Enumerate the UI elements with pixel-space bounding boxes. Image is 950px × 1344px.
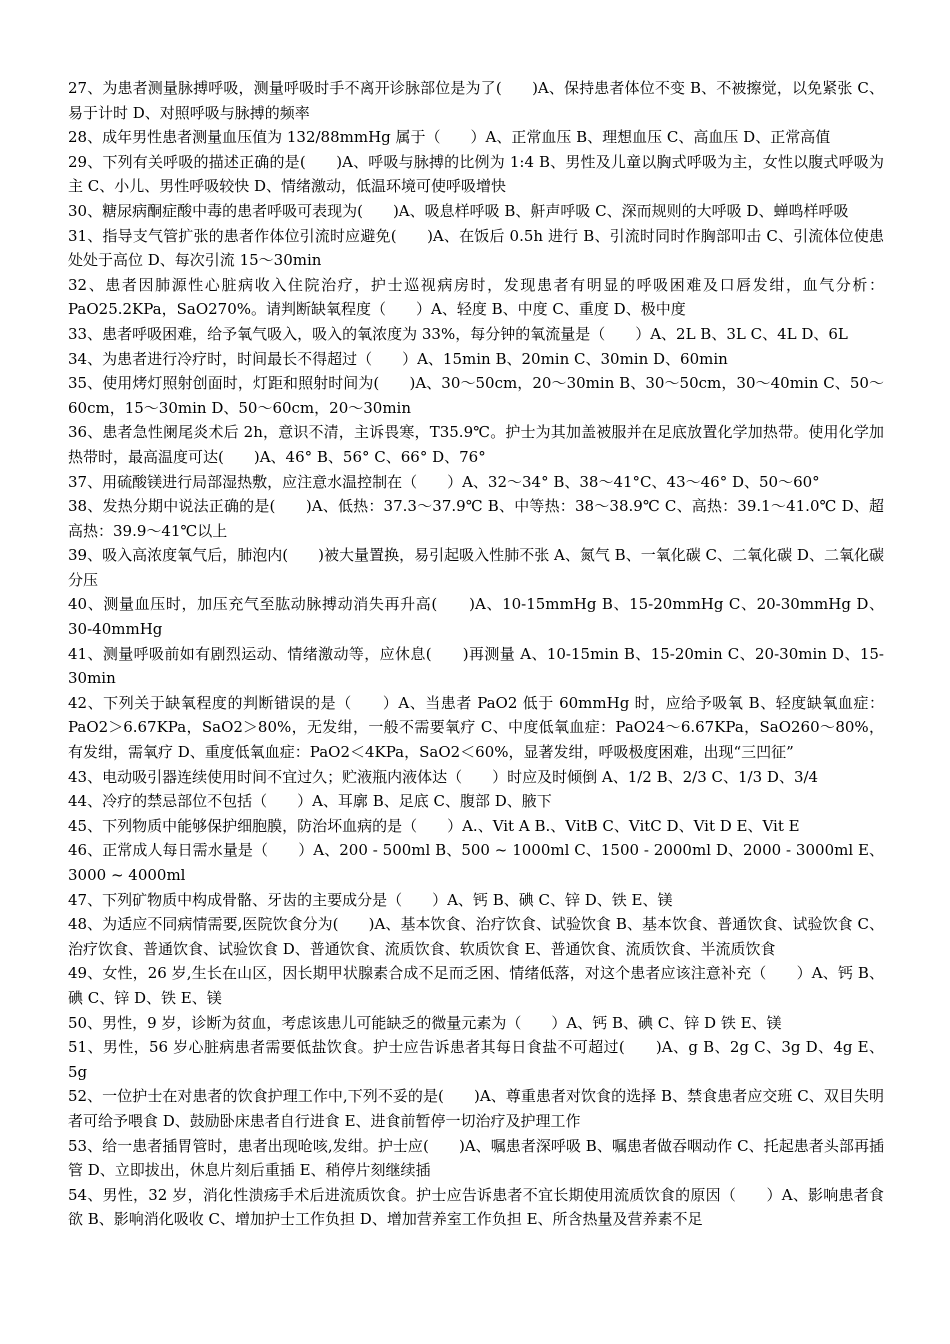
question-46: 46、正常成人每日需水量是（ ）A、200 - 500ml B、500 ~ 1000ml C、1500 - 2000ml D、2000 - 3000ml E、3000 ~ 4000ml xyxy=(68,841,884,884)
question-28: 28、成年男性患者测量血压值为 132/88mmHg 属于（ ）A、正常血压 B、理想血压 C、高血压 D、正常高值 xyxy=(68,128,831,147)
question-51: 51、男性，56 岁心脏病患者需要低盐饮食。护士应告诉患者其每日食盐不可超过( )A、g B、2g C、3g D、4g E、5g xyxy=(68,1038,884,1081)
question-27: 27、为患者测量脉搏呼吸，测量呼吸时手不离开诊脉部位是为了( )A、保持患者体位不变 B、不被擦觉，以免紧张 C、易于计时 D、对照呼吸与脉搏的频率 xyxy=(68,79,884,122)
question-35: 35、使用烤灯照射创面时，灯距和照射时间为( )A、30～50cm，20～30min B、30～50cm，30～40min C、50～60cm，15～30min D、50～60cm，20～30min xyxy=(68,374,884,417)
question-31: 31、指导支气管扩张的患者作体位引流时应避免( )A、在饭后 0.5h 进行 B、引流时同时作胸部叩击 C、引流体位使患处处于高位 D、每次引流 15～30min xyxy=(68,226,884,270)
question-54: 54、男性，32 岁，消化性溃疡手术后进流质饮食。护士应告诉患者不宜长期使用流质饮食的原因（ ）A、影响患者食欲 B、影响消化吸收 C、增加护士工作负担 D、增加营养室工作负担 E、所含热量及营养素不足 xyxy=(68,1185,884,1229)
question-53: 53、给一患者插胃管时，患者出现呛咳,发绀。护士应( )A、嘱患者深呼吸 B、嘱患者做吞咽动作 C、托起患者头部再插管 D、立即拔出，休息片刻后重插 E、稍停片刻继续插 xyxy=(68,1136,884,1180)
question-32: 32、患者因肺源性心脏病收入住院治疗，护士巡视病房时，发现患者有明显的呼吸困难及口唇发绀，血气分析：PaO25.2KPa，SaO270%。请判断缺氧程度（ ）A、轻度 B、中度 C、重度 D、极中度 xyxy=(68,275,884,319)
question-36: 36、患者急性阑尾炎术后 2h，意识不清，主诉畏寒，T35.9℃。护士为其加盖被服并在足底放置化学加热带。使用化学加热带时，最高温度可达( )A、46° B、56° C、66° D、76° xyxy=(68,423,884,466)
question-43: 43、电动吸引器连续使用时间不宜过久；贮液瓶内液体达（ ）时应及时倾倒 A、1/2 B、2/3 C、1/3 D、3/4 xyxy=(68,767,819,786)
question-41: 41、测量呼吸前如有剧烈运动、情绪激动等，应休息( )再测量 A、10-15min B、15-20min C、20-30min D、15-30min xyxy=(68,644,884,688)
question-47: 47、下列矿物质中构成骨骼、牙齿的主要成分是（ ）A、钙 B、碘 C、锌 D、铁 E、镁 xyxy=(68,890,673,909)
question-37: 37、用硫酸镁进行局部湿热敷，应注意水温控制在（ ）A、32～34° B、38～41°C、43～46° D、50～60° xyxy=(68,472,820,491)
question-48: 48、为适应不同病情需要,医院饮食分为( )A、基本饮食、治疗饮食、试验饮食 B、基本饮食、普通饮食、试验饮食 C、治疗饮食、普通饮食、试验饮食 D、普通饮食、流质饮食、软质饮食 E、普通饮食、流质饮食、半流质饮食 xyxy=(68,915,884,958)
question-40: 40、测量血压时，加压充气至肱动脉搏动消失再升高( )A、10-15mmHg B、15-20mmHg C、20-30mmHg D、30-40mmHg xyxy=(68,595,884,639)
question-50: 50、男性，9 岁，诊断为贫血，考虑该患儿可能缺乏的微量元素为（ ）A、钙 B、碘 C、锌 D 铁 E、镁 xyxy=(68,1013,782,1032)
question-45: 45、下列物质中能够保护细胞膜，防治坏血病的是（ ）A.、Vit A B.、VitB C、VitC D、Vit D E、Vit E xyxy=(68,816,800,835)
question-44: 44、冷疗的禁忌部位不包括（ ）A、耳廓 B、足底 C、腹部 D、腋下 xyxy=(68,792,552,811)
question-30: 30、糖尿病酮症酸中毒的患者呼吸可表现为( )A、吸息样呼吸 B、鼾声呼吸 C、深而规则的大呼吸 D、蝉鸣样呼吸 xyxy=(68,201,849,220)
question-34: 34、为患者进行冷疗时，时间最长不得超过（ ）A、15min B、20min C、30min D、60min xyxy=(68,349,728,368)
question-39: 39、吸入高浓度氧气后，肺泡内( )被大量置换，易引起吸入性肺不张 A、氮气 B、一氧化碳 C、二氧化碳 D、二氧化碳分压 xyxy=(68,546,884,589)
question-38: 38、发热分期中说法正确的是( )A、低热：37.3～37.9℃ B、中等热：38～38.9℃ C、高热：39.1～41.0℃ D、超高热：39.9～41℃以上 xyxy=(68,497,884,540)
question-52: 52、一位护士在对患者的饮食护理工作中,下列不妥的是( )A、尊重患者对饮食的选择 B、禁食患者应交班 C、双目失明者可给予喂食 D、鼓励卧床患者自行进食 E、进食前暂停一切治疗及护理工作 xyxy=(68,1087,884,1130)
question-29: 29、下列有关呼吸的描述正确的是( )A、呼吸与脉搏的比例为 1:4 B、男性及儿童以胸式呼吸为主，女性以腹式呼吸为主 C、小儿、男性呼吸较快 D、情绪激动，低温环境可使呼吸增快 xyxy=(68,152,884,196)
question-33: 33、患者呼吸困难，给予氧气吸入，吸入的氧浓度为 33%，每分钟的氧流量是（ ）A、2L B、3L C、4L D、6L xyxy=(68,324,848,343)
question-42: 42、下列关于缺氧程度的判断错误的是（ ）A、当患者 PaO2 低于 60mmHg 时，应给予吸氧 B、轻度缺氧血症：PaO2＞6.67KPa，SaO2＞80%，无发绀，一般不需要氧疗 C、中度低氧血症：PaO24～6.67KPa，SaO260～80%，有发绀，需氧疗 D、重度低氧血症：PaO2＜4KPa，SaO2＜60%，显著发绀，呼吸极度困难，出现“三凹征” xyxy=(68,693,884,762)
question-49: 49、女性，26 岁,生长在山区，因长期甲状腺素合成不足而乏困、情绪低落，对这个患者应该注意补充（ ）A、钙 B、碘 C、锌 D、铁 E、镁 xyxy=(68,964,884,1007)
